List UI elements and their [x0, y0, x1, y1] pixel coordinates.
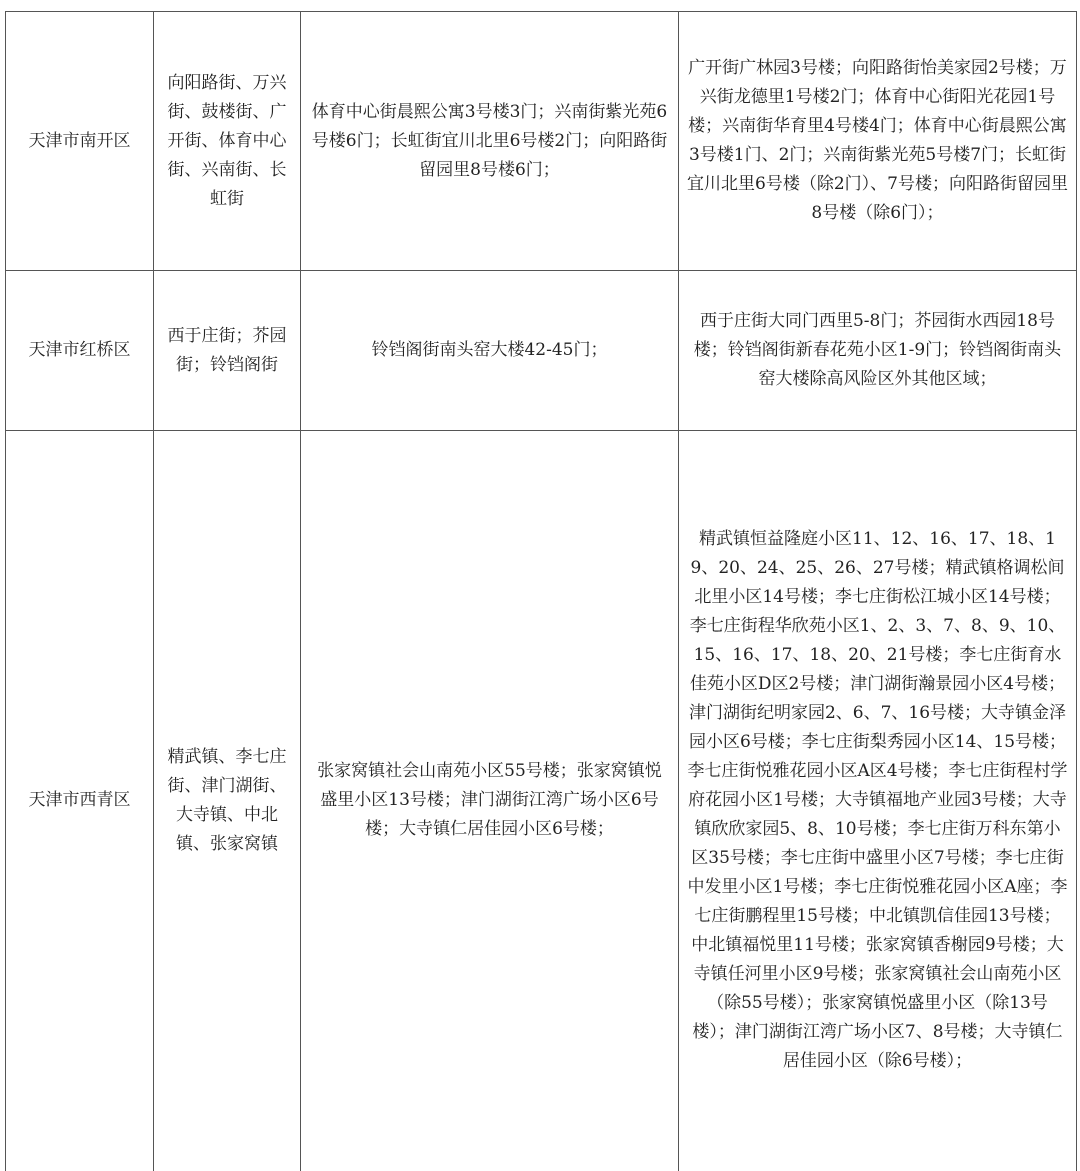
- low-risk-areas: 西于庄街大同门西里5-8门；芥园街水西园18号楼；铃铛阁街新春花苑小区1-9门；铃铛阁街南头窑大楼除高风险区外其他区域；: [693, 311, 1062, 389]
- streets-cell: [154, 12, 301, 271]
- medium-risk-cell: [301, 431, 679, 1171]
- street-list: 精武镇、李七庄街、津门湖街、大寺镇、中北镇、张家窝镇: [167, 746, 287, 854]
- medium-risk-areas: 体育中心街晨熙公寓3号楼3门；兴南街紫光苑6号楼6门；长虹街宜川北里6号楼2门；向阳路街留园里8号楼6门；: [311, 101, 668, 180]
- low-risk-cell: [679, 12, 1077, 271]
- street-list: 西于庄街；芥园街；铃铛阁街: [167, 325, 287, 375]
- streets-cell: [154, 271, 301, 431]
- low-risk-areas: 广开街广林园3号楼；向阳路街怡美家园2号楼；万兴街龙德里1号楼2门；体育中心街阳光花园1号楼；兴南街华育里4号楼4门；体育中心街晨熙公寓3号楼1门、2门；兴南街紫光苑5号楼7门；长虹街宜川北里6号楼（除2门）、7号楼；向阳路街留园里8号楼（除6门）；: [687, 58, 1068, 223]
- street-list: 向阳路街、万兴街、鼓楼街、广开街、体育中心街、兴南街、长虹街: [167, 72, 287, 209]
- medium-risk-areas: 张家窝镇社会山南苑小区55号楼；张家窝镇悦盛里小区13号楼；津门湖街江湾广场小区6号楼；大寺镇仁居佳园小区6号楼；: [317, 761, 662, 840]
- district-cell: [6, 431, 154, 1171]
- medium-risk-cell: [301, 12, 679, 271]
- risk-area-table: [5, 11, 1077, 1171]
- district-cell: [6, 12, 154, 271]
- medium-risk-cell: [301, 271, 679, 431]
- district-name: 天津市南开区: [28, 130, 131, 151]
- table-row-hongqiao: [6, 271, 1077, 431]
- table-row-xiqing: [6, 431, 1077, 1171]
- district-cell: [6, 271, 154, 431]
- low-risk-areas: 精武镇恒益隆庭小区11、12、16、17、18、19、20、24、25、26、27号楼；精武镇格调松间北里小区14号楼；李七庄街松江城小区14号楼；李七庄街程华欣苑小区1、2、3、7、8、9、10、15、16、17、18、20、21号楼；李七庄街育水佳苑小区D区2号楼；津门湖街瀚景园小区4号楼；津门湖街纪明家园2、6、7、16号楼；大寺镇金泽园小区6号楼；李七庄街梨秀园小区14、15号楼；李七庄街悦雅花园小区A区4号楼；李七庄街程村学府花园小区1号楼；大寺镇福地产业园3号楼；大寺镇欣欣家园5、8、10号楼；李七庄街万科东第小区35号楼；李七庄街中盛里小区7号楼；李七庄街中发里小区1号楼；李七庄街悦雅花园小区A座；李七庄街鹏程里15号楼；中北镇凯信佳园13号楼；中北镇福悦里11号楼；张家窝镇香榭园9号楼；大寺镇任河里小区9号楼；张家窝镇社会山南苑小区（除55号楼）；张家窝镇悦盛里小区（除13号楼）；津门湖街江湾广场小区7、8号楼；大寺镇仁居佳园小区（除6号楼）；: [687, 529, 1068, 1072]
- district-name: 天津市红桥区: [28, 340, 131, 360]
- low-risk-cell: [679, 431, 1077, 1171]
- streets-cell: [154, 431, 301, 1171]
- district-name: 天津市西青区: [28, 790, 131, 811]
- table-row-nankai: [6, 12, 1077, 271]
- medium-risk-areas: 铃铛阁街南头窑大楼42-45门；: [371, 340, 608, 360]
- low-risk-cell: [679, 271, 1077, 431]
